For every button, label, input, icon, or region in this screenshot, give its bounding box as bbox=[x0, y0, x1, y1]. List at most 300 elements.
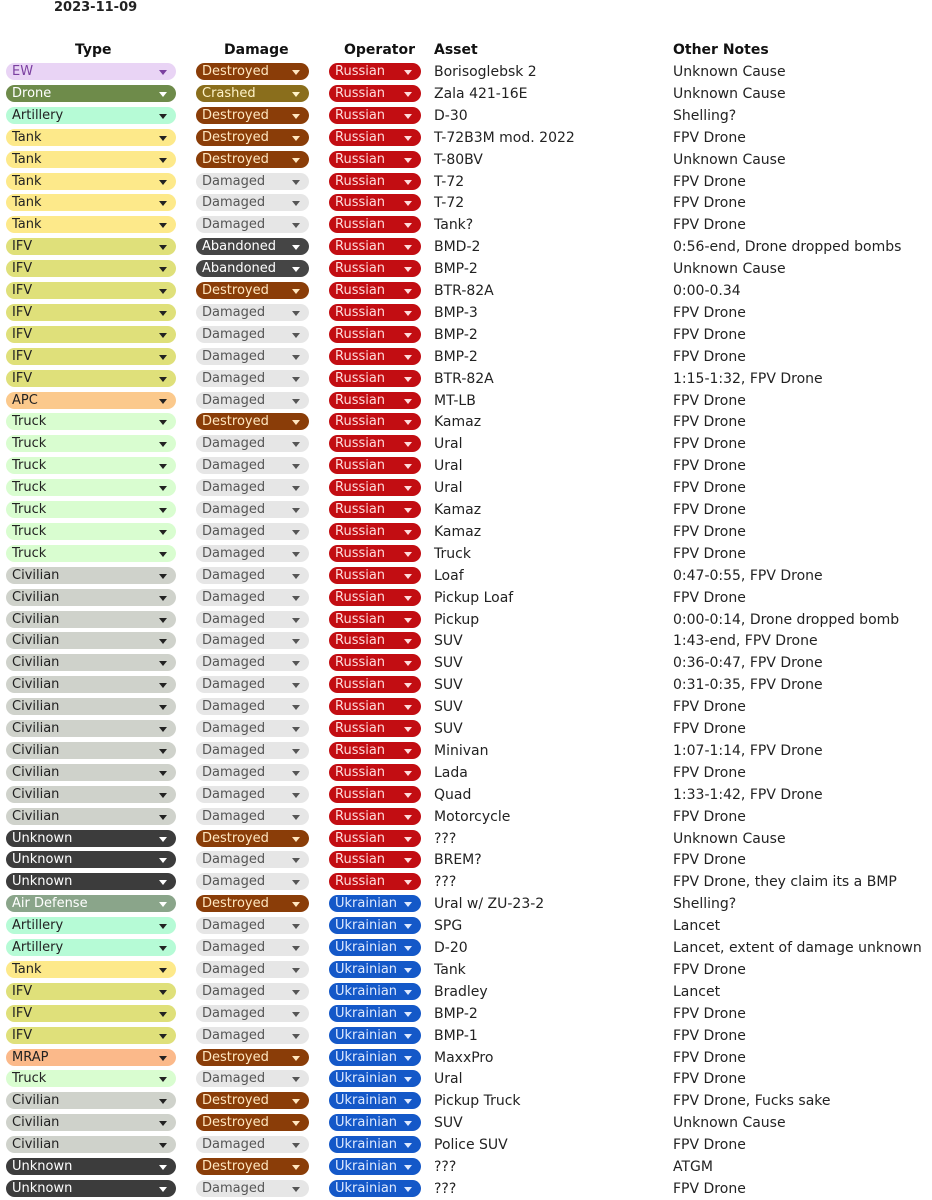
dropdown-arrow-icon[interactable] bbox=[159, 880, 167, 885]
dropdown-arrow-icon[interactable] bbox=[404, 245, 412, 250]
dropdown-arrow-icon[interactable] bbox=[159, 1034, 167, 1039]
operator-dropdown[interactable] bbox=[329, 1049, 421, 1066]
type-dropdown[interactable] bbox=[6, 326, 176, 343]
dropdown-arrow-icon[interactable] bbox=[159, 968, 167, 973]
dropdown-arrow-icon[interactable] bbox=[159, 596, 167, 601]
operator-dropdown[interactable] bbox=[329, 260, 421, 277]
dropdown-arrow-icon[interactable] bbox=[404, 70, 412, 75]
operator-dropdown[interactable] bbox=[329, 1180, 421, 1197]
damage-dropdown[interactable] bbox=[196, 216, 309, 233]
damage-dropdown[interactable] bbox=[196, 1027, 309, 1044]
dropdown-arrow-icon[interactable] bbox=[292, 1012, 300, 1017]
type-dropdown[interactable] bbox=[6, 830, 176, 847]
dropdown-arrow-icon[interactable] bbox=[292, 727, 300, 732]
dropdown-arrow-icon[interactable] bbox=[292, 530, 300, 535]
type-dropdown[interactable] bbox=[6, 698, 176, 715]
dropdown-arrow-icon[interactable] bbox=[159, 333, 167, 338]
damage-dropdown[interactable] bbox=[196, 63, 309, 80]
dropdown-arrow-icon[interactable] bbox=[292, 683, 300, 688]
dropdown-arrow-icon[interactable] bbox=[404, 837, 412, 842]
dropdown-arrow-icon[interactable] bbox=[292, 377, 300, 382]
dropdown-arrow-icon[interactable] bbox=[159, 749, 167, 754]
damage-dropdown[interactable] bbox=[196, 851, 309, 868]
damage-dropdown[interactable] bbox=[196, 326, 309, 343]
dropdown-arrow-icon[interactable] bbox=[159, 420, 167, 425]
dropdown-arrow-icon[interactable] bbox=[159, 223, 167, 228]
type-dropdown[interactable] bbox=[6, 961, 176, 978]
dropdown-arrow-icon[interactable] bbox=[292, 201, 300, 206]
damage-dropdown[interactable] bbox=[196, 413, 309, 430]
dropdown-arrow-icon[interactable] bbox=[404, 289, 412, 294]
dropdown-arrow-icon[interactable] bbox=[404, 1077, 412, 1082]
dropdown-arrow-icon[interactable] bbox=[404, 1034, 412, 1039]
dropdown-arrow-icon[interactable] bbox=[404, 661, 412, 666]
dropdown-arrow-icon[interactable] bbox=[159, 399, 167, 404]
dropdown-arrow-icon[interactable] bbox=[292, 771, 300, 776]
damage-dropdown[interactable] bbox=[196, 348, 309, 365]
dropdown-arrow-icon[interactable] bbox=[159, 442, 167, 447]
damage-dropdown[interactable] bbox=[196, 260, 309, 277]
dropdown-arrow-icon[interactable] bbox=[292, 552, 300, 557]
dropdown-arrow-icon[interactable] bbox=[404, 815, 412, 820]
dropdown-arrow-icon[interactable] bbox=[404, 201, 412, 206]
operator-dropdown[interactable] bbox=[329, 983, 421, 1000]
damage-dropdown[interactable] bbox=[196, 173, 309, 190]
type-dropdown[interactable] bbox=[6, 676, 176, 693]
operator-dropdown[interactable] bbox=[329, 85, 421, 102]
operator-dropdown[interactable] bbox=[329, 304, 421, 321]
dropdown-arrow-icon[interactable] bbox=[404, 858, 412, 863]
dropdown-arrow-icon[interactable] bbox=[404, 158, 412, 163]
dropdown-arrow-icon[interactable] bbox=[159, 858, 167, 863]
dropdown-arrow-icon[interactable] bbox=[159, 902, 167, 907]
type-dropdown[interactable] bbox=[6, 238, 176, 255]
type-dropdown[interactable] bbox=[6, 611, 176, 628]
type-dropdown[interactable] bbox=[6, 632, 176, 649]
type-dropdown[interactable] bbox=[6, 151, 176, 168]
dropdown-arrow-icon[interactable] bbox=[159, 771, 167, 776]
dropdown-arrow-icon[interactable] bbox=[292, 70, 300, 75]
operator-dropdown[interactable] bbox=[329, 413, 421, 430]
operator-dropdown[interactable] bbox=[329, 151, 421, 168]
damage-dropdown[interactable] bbox=[196, 1114, 309, 1131]
dropdown-arrow-icon[interactable] bbox=[292, 420, 300, 425]
operator-dropdown[interactable] bbox=[329, 632, 421, 649]
type-dropdown[interactable] bbox=[6, 1180, 176, 1197]
damage-dropdown[interactable] bbox=[196, 1070, 309, 1087]
dropdown-arrow-icon[interactable] bbox=[404, 114, 412, 119]
dropdown-arrow-icon[interactable] bbox=[292, 399, 300, 404]
dropdown-arrow-icon[interactable] bbox=[159, 683, 167, 688]
dropdown-arrow-icon[interactable] bbox=[159, 355, 167, 360]
operator-dropdown[interactable] bbox=[329, 348, 421, 365]
dropdown-arrow-icon[interactable] bbox=[292, 311, 300, 316]
type-dropdown[interactable] bbox=[6, 1092, 176, 1109]
dropdown-arrow-icon[interactable] bbox=[292, 355, 300, 360]
damage-dropdown[interactable] bbox=[196, 764, 309, 781]
dropdown-arrow-icon[interactable] bbox=[404, 946, 412, 951]
type-dropdown[interactable] bbox=[6, 1027, 176, 1044]
damage-dropdown[interactable] bbox=[196, 523, 309, 540]
operator-dropdown[interactable] bbox=[329, 238, 421, 255]
damage-dropdown[interactable] bbox=[196, 370, 309, 387]
dropdown-arrow-icon[interactable] bbox=[292, 442, 300, 447]
damage-dropdown[interactable] bbox=[196, 107, 309, 124]
operator-dropdown[interactable] bbox=[329, 63, 421, 80]
dropdown-arrow-icon[interactable] bbox=[404, 464, 412, 469]
dropdown-arrow-icon[interactable] bbox=[159, 201, 167, 206]
damage-dropdown[interactable] bbox=[196, 961, 309, 978]
type-dropdown[interactable] bbox=[6, 1136, 176, 1153]
dropdown-arrow-icon[interactable] bbox=[292, 618, 300, 623]
operator-dropdown[interactable] bbox=[329, 1136, 421, 1153]
type-dropdown[interactable] bbox=[6, 479, 176, 496]
damage-dropdown[interactable] bbox=[196, 808, 309, 825]
type-dropdown[interactable] bbox=[6, 1114, 176, 1131]
dropdown-arrow-icon[interactable] bbox=[292, 837, 300, 842]
damage-dropdown[interactable] bbox=[196, 720, 309, 737]
dropdown-arrow-icon[interactable] bbox=[292, 990, 300, 995]
dropdown-arrow-icon[interactable] bbox=[404, 705, 412, 710]
type-dropdown[interactable] bbox=[6, 282, 176, 299]
type-dropdown[interactable] bbox=[6, 939, 176, 956]
type-dropdown[interactable] bbox=[6, 413, 176, 430]
damage-dropdown[interactable] bbox=[196, 939, 309, 956]
type-dropdown[interactable] bbox=[6, 983, 176, 1000]
dropdown-arrow-icon[interactable] bbox=[404, 990, 412, 995]
damage-dropdown[interactable] bbox=[196, 238, 309, 255]
dropdown-arrow-icon[interactable] bbox=[404, 530, 412, 535]
dropdown-arrow-icon[interactable] bbox=[159, 1121, 167, 1126]
operator-dropdown[interactable] bbox=[329, 501, 421, 518]
dropdown-arrow-icon[interactable] bbox=[159, 1187, 167, 1192]
type-dropdown[interactable] bbox=[6, 435, 176, 452]
dropdown-arrow-icon[interactable] bbox=[159, 990, 167, 995]
dropdown-arrow-icon[interactable] bbox=[159, 552, 167, 557]
dropdown-arrow-icon[interactable] bbox=[404, 639, 412, 644]
damage-dropdown[interactable] bbox=[196, 611, 309, 628]
damage-dropdown[interactable] bbox=[196, 304, 309, 321]
dropdown-arrow-icon[interactable] bbox=[292, 574, 300, 579]
dropdown-arrow-icon[interactable] bbox=[159, 311, 167, 316]
dropdown-arrow-icon[interactable] bbox=[292, 114, 300, 119]
damage-dropdown[interactable] bbox=[196, 85, 309, 102]
type-dropdown[interactable] bbox=[6, 720, 176, 737]
dropdown-arrow-icon[interactable] bbox=[159, 136, 167, 141]
dropdown-arrow-icon[interactable] bbox=[292, 464, 300, 469]
damage-dropdown[interactable] bbox=[196, 435, 309, 452]
type-dropdown[interactable] bbox=[6, 1005, 176, 1022]
type-dropdown[interactable] bbox=[6, 216, 176, 233]
dropdown-arrow-icon[interactable] bbox=[159, 486, 167, 491]
type-dropdown[interactable] bbox=[6, 873, 176, 890]
dropdown-arrow-icon[interactable] bbox=[404, 442, 412, 447]
dropdown-arrow-icon[interactable] bbox=[159, 180, 167, 185]
dropdown-arrow-icon[interactable] bbox=[292, 705, 300, 710]
type-dropdown[interactable] bbox=[6, 545, 176, 562]
operator-dropdown[interactable] bbox=[329, 698, 421, 715]
dropdown-arrow-icon[interactable] bbox=[292, 1143, 300, 1148]
damage-dropdown[interactable] bbox=[196, 501, 309, 518]
dropdown-arrow-icon[interactable] bbox=[292, 223, 300, 228]
operator-dropdown[interactable] bbox=[329, 917, 421, 934]
dropdown-arrow-icon[interactable] bbox=[159, 837, 167, 842]
operator-dropdown[interactable] bbox=[329, 939, 421, 956]
operator-dropdown[interactable] bbox=[329, 567, 421, 584]
type-dropdown[interactable] bbox=[6, 654, 176, 671]
dropdown-arrow-icon[interactable] bbox=[159, 114, 167, 119]
operator-dropdown[interactable] bbox=[329, 1114, 421, 1131]
operator-dropdown[interactable] bbox=[329, 830, 421, 847]
dropdown-arrow-icon[interactable] bbox=[404, 552, 412, 557]
operator-dropdown[interactable] bbox=[329, 173, 421, 190]
dropdown-arrow-icon[interactable] bbox=[292, 858, 300, 863]
damage-dropdown[interactable] bbox=[196, 129, 309, 146]
dropdown-arrow-icon[interactable] bbox=[292, 1077, 300, 1082]
dropdown-arrow-icon[interactable] bbox=[404, 618, 412, 623]
operator-dropdown[interactable] bbox=[329, 457, 421, 474]
dropdown-arrow-icon[interactable] bbox=[404, 880, 412, 885]
dropdown-arrow-icon[interactable] bbox=[292, 661, 300, 666]
type-dropdown[interactable] bbox=[6, 1070, 176, 1087]
dropdown-arrow-icon[interactable] bbox=[159, 1165, 167, 1170]
damage-dropdown[interactable] bbox=[196, 1180, 309, 1197]
dropdown-arrow-icon[interactable] bbox=[404, 1143, 412, 1148]
dropdown-arrow-icon[interactable] bbox=[159, 924, 167, 929]
dropdown-arrow-icon[interactable] bbox=[159, 289, 167, 294]
dropdown-arrow-icon[interactable] bbox=[292, 1187, 300, 1192]
dropdown-arrow-icon[interactable] bbox=[159, 574, 167, 579]
damage-dropdown[interactable] bbox=[196, 1136, 309, 1153]
operator-dropdown[interactable] bbox=[329, 392, 421, 409]
damage-dropdown[interactable] bbox=[196, 1158, 309, 1175]
damage-dropdown[interactable] bbox=[196, 873, 309, 890]
dropdown-arrow-icon[interactable] bbox=[292, 333, 300, 338]
operator-dropdown[interactable] bbox=[329, 479, 421, 496]
dropdown-arrow-icon[interactable] bbox=[292, 180, 300, 185]
dropdown-arrow-icon[interactable] bbox=[159, 705, 167, 710]
damage-dropdown[interactable] bbox=[196, 151, 309, 168]
dropdown-arrow-icon[interactable] bbox=[404, 180, 412, 185]
operator-dropdown[interactable] bbox=[329, 370, 421, 387]
type-dropdown[interactable] bbox=[6, 392, 176, 409]
type-dropdown[interactable] bbox=[6, 895, 176, 912]
type-dropdown[interactable] bbox=[6, 786, 176, 803]
dropdown-arrow-icon[interactable] bbox=[404, 508, 412, 513]
damage-dropdown[interactable] bbox=[196, 567, 309, 584]
damage-dropdown[interactable] bbox=[196, 479, 309, 496]
type-dropdown[interactable] bbox=[6, 457, 176, 474]
damage-dropdown[interactable] bbox=[196, 392, 309, 409]
dropdown-arrow-icon[interactable] bbox=[404, 1012, 412, 1017]
dropdown-arrow-icon[interactable] bbox=[292, 596, 300, 601]
type-dropdown[interactable] bbox=[6, 567, 176, 584]
dropdown-arrow-icon[interactable] bbox=[404, 420, 412, 425]
dropdown-arrow-icon[interactable] bbox=[404, 92, 412, 97]
type-dropdown[interactable] bbox=[6, 173, 176, 190]
dropdown-arrow-icon[interactable] bbox=[159, 727, 167, 732]
dropdown-arrow-icon[interactable] bbox=[292, 1121, 300, 1126]
type-dropdown[interactable] bbox=[6, 523, 176, 540]
dropdown-arrow-icon[interactable] bbox=[159, 245, 167, 250]
operator-dropdown[interactable] bbox=[329, 1005, 421, 1022]
operator-dropdown[interactable] bbox=[329, 326, 421, 343]
operator-dropdown[interactable] bbox=[329, 961, 421, 978]
dropdown-arrow-icon[interactable] bbox=[404, 1165, 412, 1170]
operator-dropdown[interactable] bbox=[329, 676, 421, 693]
damage-dropdown[interactable] bbox=[196, 1005, 309, 1022]
type-dropdown[interactable] bbox=[6, 764, 176, 781]
operator-dropdown[interactable] bbox=[329, 1070, 421, 1087]
operator-dropdown[interactable] bbox=[329, 282, 421, 299]
dropdown-arrow-icon[interactable] bbox=[159, 92, 167, 97]
damage-dropdown[interactable] bbox=[196, 457, 309, 474]
dropdown-arrow-icon[interactable] bbox=[292, 486, 300, 491]
dropdown-arrow-icon[interactable] bbox=[404, 486, 412, 491]
operator-dropdown[interactable] bbox=[329, 107, 421, 124]
operator-dropdown[interactable] bbox=[329, 1027, 421, 1044]
dropdown-arrow-icon[interactable] bbox=[404, 683, 412, 688]
type-dropdown[interactable] bbox=[6, 194, 176, 211]
operator-dropdown[interactable] bbox=[329, 895, 421, 912]
damage-dropdown[interactable] bbox=[196, 742, 309, 759]
dropdown-arrow-icon[interactable] bbox=[404, 136, 412, 141]
damage-dropdown[interactable] bbox=[196, 676, 309, 693]
dropdown-arrow-icon[interactable] bbox=[404, 1187, 412, 1192]
operator-dropdown[interactable] bbox=[329, 742, 421, 759]
dropdown-arrow-icon[interactable] bbox=[404, 311, 412, 316]
type-dropdown[interactable] bbox=[6, 304, 176, 321]
dropdown-arrow-icon[interactable] bbox=[159, 377, 167, 382]
operator-dropdown[interactable] bbox=[329, 786, 421, 803]
dropdown-arrow-icon[interactable] bbox=[292, 1165, 300, 1170]
dropdown-arrow-icon[interactable] bbox=[292, 92, 300, 97]
dropdown-arrow-icon[interactable] bbox=[404, 749, 412, 754]
dropdown-arrow-icon[interactable] bbox=[292, 289, 300, 294]
dropdown-arrow-icon[interactable] bbox=[159, 793, 167, 798]
damage-dropdown[interactable] bbox=[196, 1092, 309, 1109]
damage-dropdown[interactable] bbox=[196, 545, 309, 562]
dropdown-arrow-icon[interactable] bbox=[404, 223, 412, 228]
dropdown-arrow-icon[interactable] bbox=[404, 924, 412, 929]
dropdown-arrow-icon[interactable] bbox=[404, 574, 412, 579]
dropdown-arrow-icon[interactable] bbox=[159, 70, 167, 75]
operator-dropdown[interactable] bbox=[329, 851, 421, 868]
dropdown-arrow-icon[interactable] bbox=[292, 946, 300, 951]
type-dropdown[interactable] bbox=[6, 808, 176, 825]
type-dropdown[interactable] bbox=[6, 85, 176, 102]
dropdown-arrow-icon[interactable] bbox=[159, 815, 167, 820]
dropdown-arrow-icon[interactable] bbox=[159, 1056, 167, 1061]
dropdown-arrow-icon[interactable] bbox=[404, 1121, 412, 1126]
dropdown-arrow-icon[interactable] bbox=[404, 793, 412, 798]
damage-dropdown[interactable] bbox=[196, 917, 309, 934]
operator-dropdown[interactable] bbox=[329, 129, 421, 146]
dropdown-arrow-icon[interactable] bbox=[404, 596, 412, 601]
dropdown-arrow-icon[interactable] bbox=[404, 902, 412, 907]
type-dropdown[interactable] bbox=[6, 107, 176, 124]
dropdown-arrow-icon[interactable] bbox=[404, 1099, 412, 1104]
dropdown-arrow-icon[interactable] bbox=[404, 399, 412, 404]
dropdown-arrow-icon[interactable] bbox=[159, 946, 167, 951]
dropdown-arrow-icon[interactable] bbox=[292, 749, 300, 754]
type-dropdown[interactable] bbox=[6, 1158, 176, 1175]
damage-dropdown[interactable] bbox=[196, 983, 309, 1000]
dropdown-arrow-icon[interactable] bbox=[292, 639, 300, 644]
dropdown-arrow-icon[interactable] bbox=[292, 1099, 300, 1104]
dropdown-arrow-icon[interactable] bbox=[404, 333, 412, 338]
type-dropdown[interactable] bbox=[6, 742, 176, 759]
dropdown-arrow-icon[interactable] bbox=[292, 1056, 300, 1061]
damage-dropdown[interactable] bbox=[196, 830, 309, 847]
dropdown-arrow-icon[interactable] bbox=[159, 158, 167, 163]
type-dropdown[interactable] bbox=[6, 260, 176, 277]
dropdown-arrow-icon[interactable] bbox=[292, 793, 300, 798]
damage-dropdown[interactable] bbox=[196, 632, 309, 649]
type-dropdown[interactable] bbox=[6, 851, 176, 868]
dropdown-arrow-icon[interactable] bbox=[159, 1099, 167, 1104]
operator-dropdown[interactable] bbox=[329, 873, 421, 890]
dropdown-arrow-icon[interactable] bbox=[292, 924, 300, 929]
operator-dropdown[interactable] bbox=[329, 216, 421, 233]
dropdown-arrow-icon[interactable] bbox=[159, 464, 167, 469]
damage-dropdown[interactable] bbox=[196, 194, 309, 211]
dropdown-arrow-icon[interactable] bbox=[292, 136, 300, 141]
dropdown-arrow-icon[interactable] bbox=[159, 1143, 167, 1148]
dropdown-arrow-icon[interactable] bbox=[404, 771, 412, 776]
damage-dropdown[interactable] bbox=[196, 698, 309, 715]
dropdown-arrow-icon[interactable] bbox=[159, 1077, 167, 1082]
dropdown-arrow-icon[interactable] bbox=[159, 1012, 167, 1017]
dropdown-arrow-icon[interactable] bbox=[292, 815, 300, 820]
dropdown-arrow-icon[interactable] bbox=[404, 377, 412, 382]
dropdown-arrow-icon[interactable] bbox=[292, 267, 300, 272]
dropdown-arrow-icon[interactable] bbox=[292, 968, 300, 973]
dropdown-arrow-icon[interactable] bbox=[404, 355, 412, 360]
dropdown-arrow-icon[interactable] bbox=[292, 245, 300, 250]
type-dropdown[interactable] bbox=[6, 348, 176, 365]
dropdown-arrow-icon[interactable] bbox=[292, 508, 300, 513]
type-dropdown[interactable] bbox=[6, 1049, 176, 1066]
operator-dropdown[interactable] bbox=[329, 435, 421, 452]
operator-dropdown[interactable] bbox=[329, 720, 421, 737]
dropdown-arrow-icon[interactable] bbox=[404, 267, 412, 272]
operator-dropdown[interactable] bbox=[329, 194, 421, 211]
damage-dropdown[interactable] bbox=[196, 589, 309, 606]
dropdown-arrow-icon[interactable] bbox=[292, 880, 300, 885]
dropdown-arrow-icon[interactable] bbox=[159, 618, 167, 623]
operator-dropdown[interactable] bbox=[329, 611, 421, 628]
dropdown-arrow-icon[interactable] bbox=[404, 727, 412, 732]
damage-dropdown[interactable] bbox=[196, 1049, 309, 1066]
dropdown-arrow-icon[interactable] bbox=[159, 530, 167, 535]
dropdown-arrow-icon[interactable] bbox=[292, 158, 300, 163]
type-dropdown[interactable] bbox=[6, 917, 176, 934]
operator-dropdown[interactable] bbox=[329, 764, 421, 781]
type-dropdown[interactable] bbox=[6, 129, 176, 146]
dropdown-arrow-icon[interactable] bbox=[159, 267, 167, 272]
operator-dropdown[interactable] bbox=[329, 545, 421, 562]
operator-dropdown[interactable] bbox=[329, 808, 421, 825]
damage-dropdown[interactable] bbox=[196, 895, 309, 912]
operator-dropdown[interactable] bbox=[329, 1092, 421, 1109]
type-dropdown[interactable] bbox=[6, 63, 176, 80]
dropdown-arrow-icon[interactable] bbox=[159, 508, 167, 513]
operator-dropdown[interactable] bbox=[329, 589, 421, 606]
damage-dropdown[interactable] bbox=[196, 786, 309, 803]
dropdown-arrow-icon[interactable] bbox=[404, 968, 412, 973]
operator-dropdown[interactable] bbox=[329, 654, 421, 671]
